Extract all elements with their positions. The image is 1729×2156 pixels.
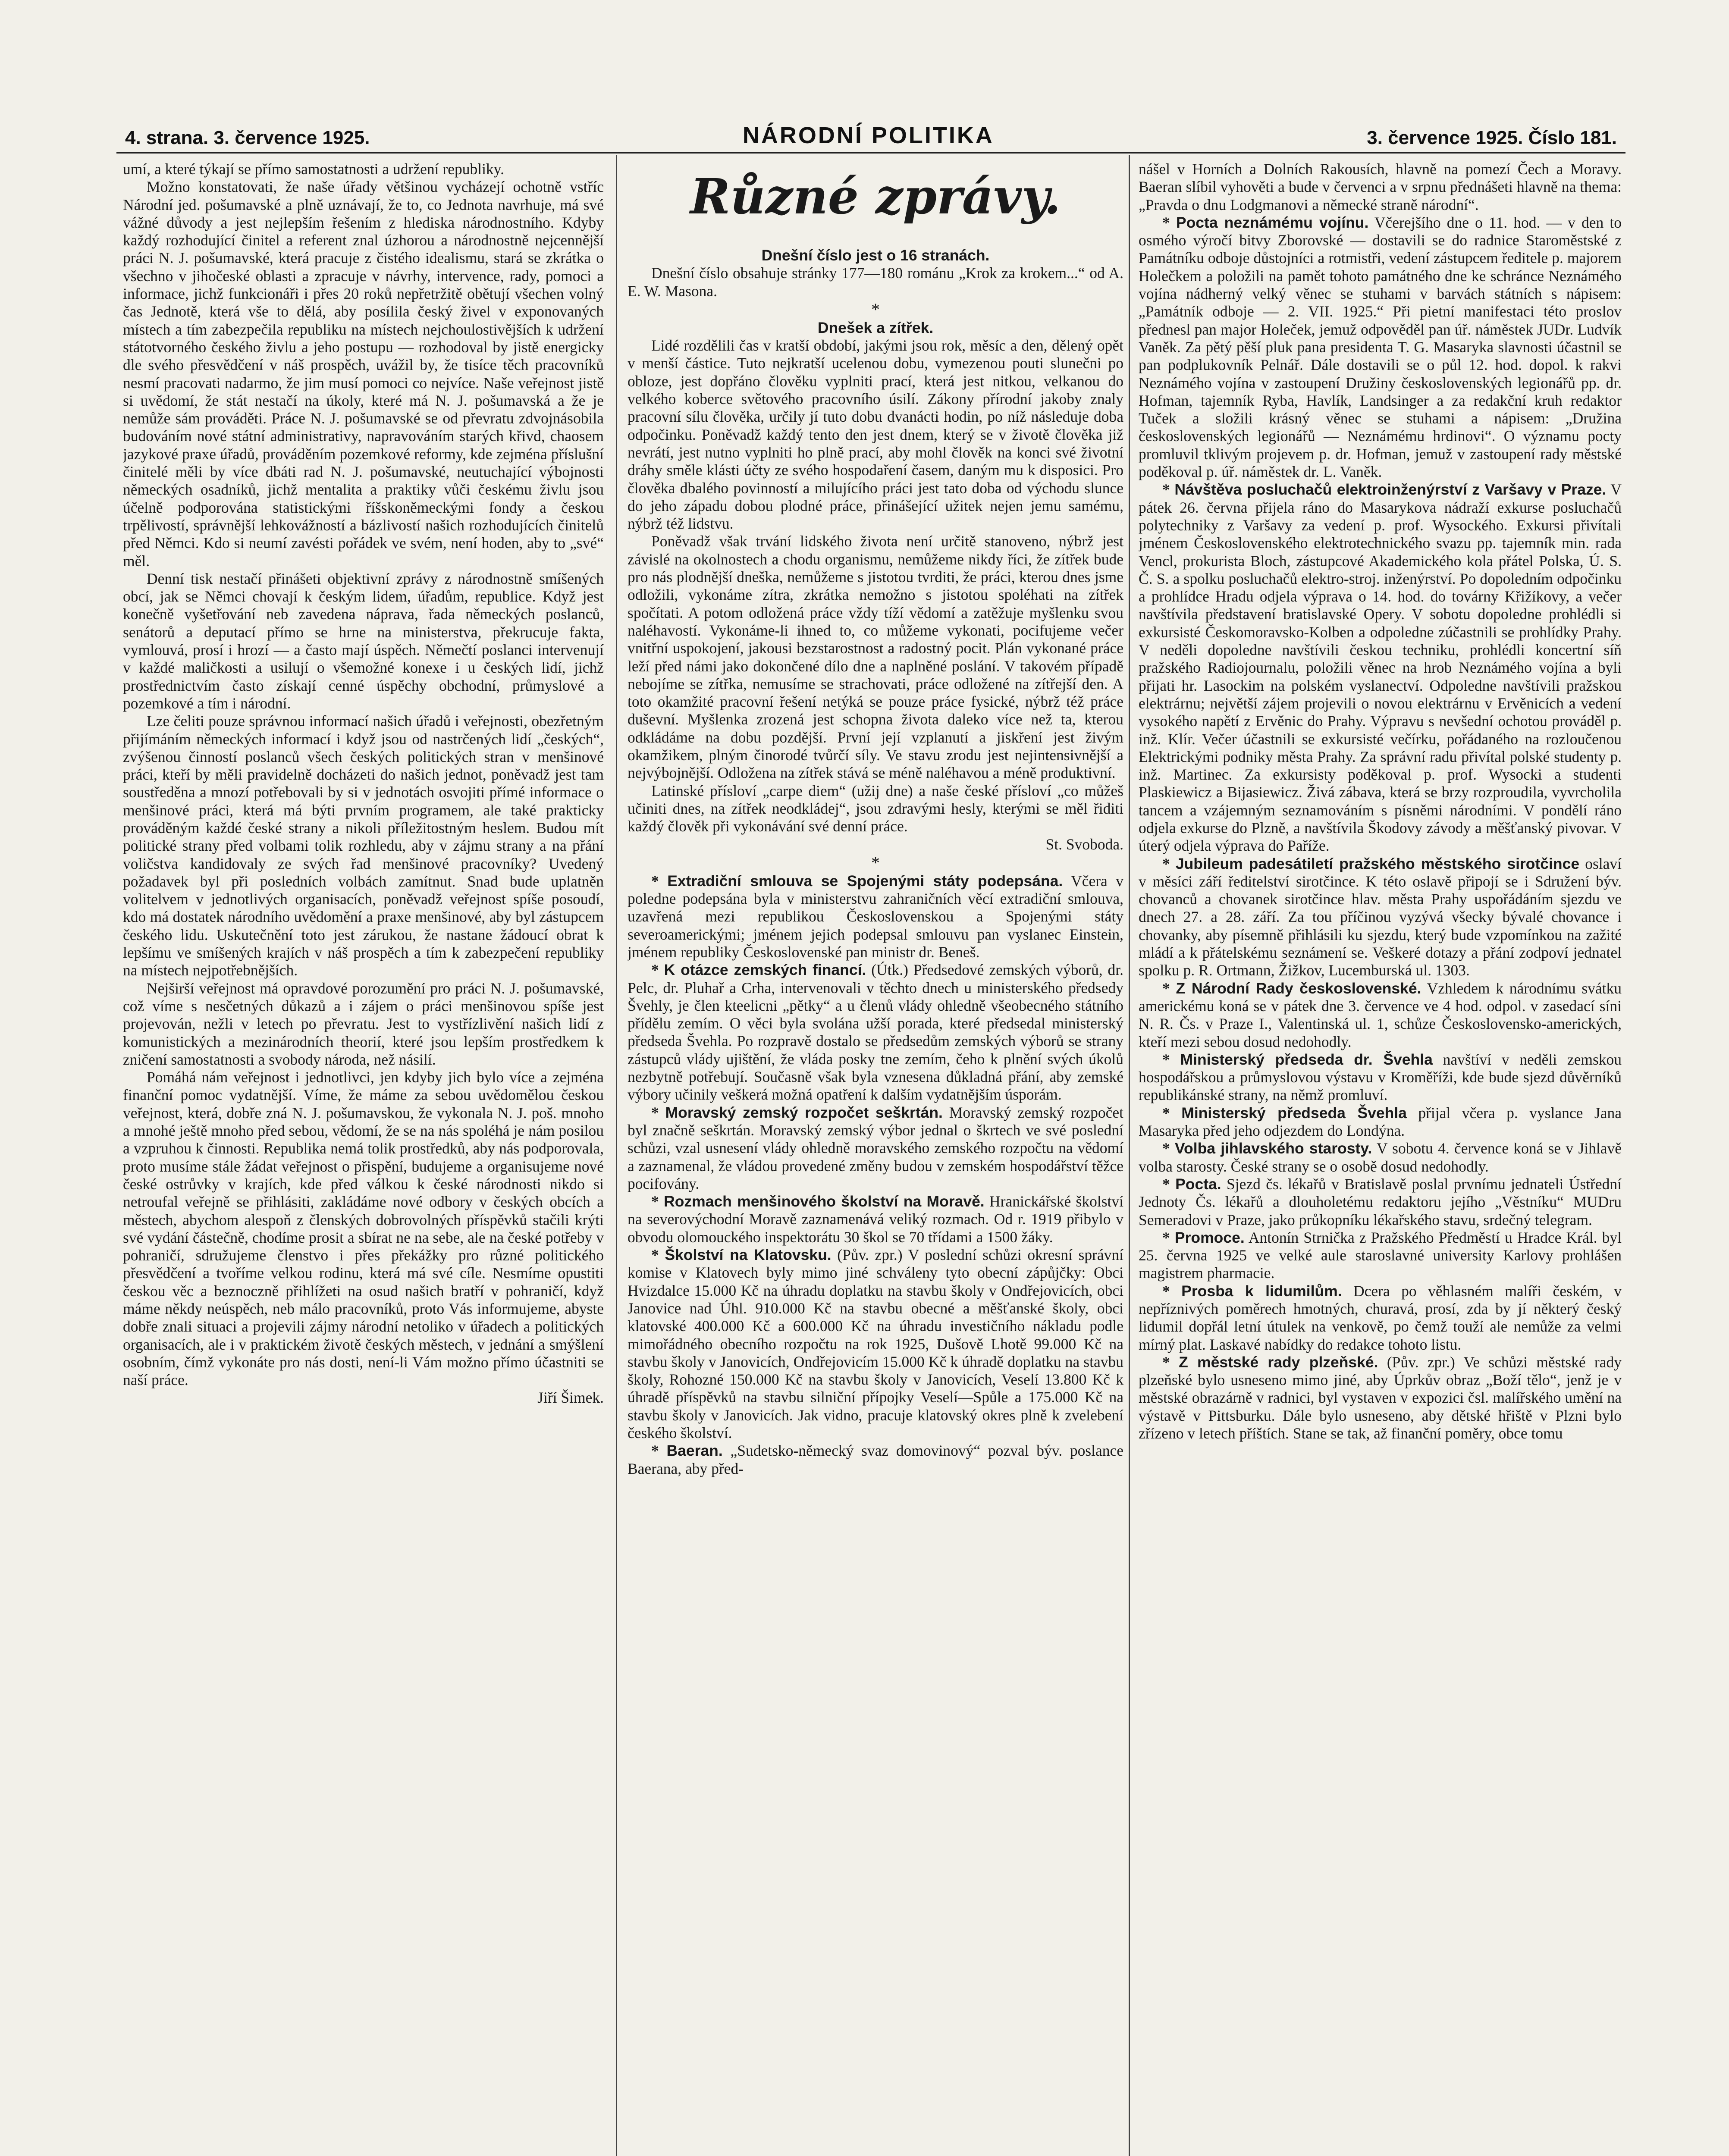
news-item-text: Moravský zemský rozpočet byl značně seškrtán. Moravský zemský výbor jednal o škrtech ve své poslední schůzi, vzal usnesení vlády ohledně moravského zemského rozpočtu na vědomí a zaznamenal, že vládou provedené změny budou v zemském hospodářství těžce pocifovány. [628,1103,1123,1192]
news-item: * Z městské rady plzeňské. (Pův. zpr.) Ve schůzi městské rady plzeňské bylo usneseno mimo jiné, aby Úprkův obraz „Boží tělo“, jenž je v městské obrazárně v radnici, byl vystaven v expozici čsl. malířského umění na výstavě v Pittsburku. Dále bylo usneseno, aby dětské hřiště v Plzni bylo zřízeno v letech příštích. Stane se tak, až finanční poměry, obce tomu [1139,1353,1622,1442]
news-item: * Ministerský předseda dr. Švehla navštíví v neděli zemskou hospodářskou a průmyslovou výstavu v Kroměříži, kde bude sjezd důvěrníků republikánské strany, na němž promluví. [1139,1050,1622,1104]
news-item-title: Školství na Klatovsku. [665,1246,832,1264]
column-divider [616,155,617,2156]
news-item-title: Baeran. [666,1442,723,1460]
news-item-text: Včerejšího dne o 11. hod. — v den to osmého výročí bitvy Zborovské — dostavili se do radnice Staroměstské z Památníku odboje důstojníci a rotmistři, vedení zástupcem ředitele p. majorem Holečkem a položili na pamět tohoto památného dne ke schránce Neznámého vojína nádherný velký věnec se stuhami v barvách státních s nápisem: „Památník odboje — 2. VII. 1925.“ Při pietní manifestaci této proslov přednesl pan major Holeček, jemuž odpověděl pan úř. náměstek JUDr. Ludvík Vaněk. Za pětý pěší pluk pana presidenta T. G. Masaryka slavnosti účastnil se pan podplukovník Pelnář. Dále dostavili se o půl 12. hod. dopol. k rakvi Neznámého vojína v zastoupení Družiny československých legionářů pp. dr. Hofman, tajemník Ryba, Havlík, Landsinger a za redakční kruh redaktor Tuček a složili krásný věnec se stuhami a nápisem: „Družina československých legionářů — Neznámému hrdinovi“. O významu pocty promluvil tklivým projevem p. dr. Hofman, jemuž v zastoupení rady městské poděkoval p. úř. náměstek dr. L. Vaněk. [1139,213,1622,481]
paragraph: Latinské přísloví „carpe diem“ (užij dne) a naše české přísloví „co můžeš učiniti dnes, na zítřek neodkládej“, jsou zdravými hesly, kterými se měl řiditi každý člověk při vykonávání své denní práce. [628,782,1123,835]
column-divider [1129,155,1130,2156]
column-1 [123,160,604,2156]
news-item: * Extradiční smlouva se Spojenými státy podepsána. Včera v poledne podepsána byla v ministerstvu zahraničních věcí extradiční smlouva, uzavřená mezi republikou Československou a Spojenými státy severoamerickými; jménem jejich podepsal smlouvu pan vyslanec Einstein, jménem republiky Československé pan ministr dr. Beneš. [628,872,1123,961]
article-signature: Jiří Šimek. [537,1389,604,1407]
news-item-title: Extradiční smlouva se Spojenými státy podepsána. [667,872,1063,890]
news-item-title: Moravský zemský rozpočet seškrtán. [665,1103,943,1121]
news-item: * Pocta. Sjezd čs. lékařů v Bratislavě poslal prvnímu jednateli Ústřední Jednoty Čs. lékařů a dlouholetému redaktoru jejího „Věstníku“ MUDru Semeradovi v Praze, jako průkopníku lékařského stavu, srdečný telegram. [1139,1175,1622,1228]
paragraph: Lze čeliti pouze správnou informací našich úřadů i veřejnosti, obezřetným přijímáním německých informací i když jsou od nastrčených lidí „českých“, zvýšenou činností poslanců všech českých politických stran v menšinové práci, kteří by měli pravidelně docházeti do našich jednot, poněvadž jest tam soustředěna a mnozí potřebovali by si v jednotách osvojiti přímé informace o menšinové práci, která má býti prvním programem, ale také prakticky prováděným každé české strany a nikoli příležitostným heslem. Budou mít politické strany před volbami tolik rozhledu, aby v zájmu strany a na přání voličstva kandidovaly ze svých řad menšinové pracovníky? Uvedený požadavek byl při posledních volbách zamítnut. Snad bude uplatněn volitelvem v jednotlivých organisacích, poněvadž veřejnost spíše posoudí, kdo má dostatek národního uvědomění a praxe menšinové, aby byl zástupcem českého lidu. Uskutečnění toto jest zárukou, že nastane žádoucí obrat k lepšímu ve smíšených krajích v náš prospěch a tím k zabezpečení republiky na místech nejpotřebnějších. [123,712,604,979]
notice-text: Dnešní číslo obsahuje stránky 177—180 románu „Krok za krokem...“ od A. E. W. Masona. [628,264,1123,300]
news-item: * K otázce zemských financí. (Útk.) Předsedové zemských výborů, dr. Pelc, dr. Pluhař a Crha, intervenovali v těchto dnech u ministerského předsedy Švehly, je člen kteelicni „pětky“ a u členů vlády ohledně všeobecného státního přídělu zemím. O věci byla svolána užší porada, které předsedal ministerský předseda Švehla. Po rozpravě dostalo se předsedům zemských výborů se strany zástupců vlády ujištění, že vláda posky tne zemím, čeho k plnění svých úkolů nezbytně potřebují. Současně však byla vznesena důkladná přání, aby zemské výbory učinily veškerá možná opatření k dalším vydatnějším úsporám. [628,961,1123,1103]
column-3 [1139,160,1622,2156]
news-item-title: Pocta. [1175,1175,1221,1193]
news-item: * Volba jihlavského starosty. V sobotu 4. července koná se v Jihlavě volba starosty. České strany se o osobě dosud nedohodly. [1139,1140,1622,1175]
news-item-text: Hranickářské školství na severovýchodní Moravě zaznamenává veliký rozmach. Od r. 1919 přibylo v obvodu olomouckého inspektorátu 30 škol se 70 třídami a 1500 žáky. [628,1193,1123,1246]
news-item-text: Sjezd čs. lékařů v Bratislavě poslal prvnímu jednateli Ústřední Jednoty Čs. lékařů a dlouholetému redaktoru jejího „Věstníku“ MUDru Semeradovi v Praze, jako průkopníku lékařského stavu, srdečný telegram. [1139,1175,1622,1228]
news-item: * Prosba k lidumilům. Dcera po věhlasném malíři českém, v nepříznivých poměrech hmotných, churavá, prosí, zda by jí některý český lidumil dopřál letní útulek na venkově, po čemž touží ale nemůže za velmi mírný plat. Laskavé nabídky do redakce tohoto listu. [1139,1282,1622,1353]
news-item: * Ministerský předseda Švehla přijal včera p. vyslance Jana Masaryka před jeho odjezdem do Londýna. [1139,1104,1622,1140]
separator-star: * [871,852,880,872]
news-item: * Rozmach menšinového školství na Moravě. Hranickářské školství na severovýchodní Moravě zaznamenává veliký rozmach. Od r. 1919 přibylo v obvodu olomouckého inspektorátu 30 škol se 70 třídami a 1500 žáky. [628,1193,1123,1246]
news-item: * Školství na Klatovsku. (Pův. zpr.) V poslední schůzi okresní správní komise v Klatovech byly mimo jiné schváleny tyto obecní zápůjčky: Obci Hvizdalce 15.000 Kč na úhradu doplatku na stavbu školy v Ondřejovicích, obci Janovice nad Úhl. 910.000 Kč na stavbu obecné a měšťanské školy, obci klatovské 400.000 Kč a 600.000 Kč na úhradu investičního nákladu podle mimořádného obecního rozpočtu na rok 1925, Dušově Lhotě 99.000 Kč na stavbu školy v Janovicích, Ondřejovicím 15.000 Kč k úhradě doplatku na stavbu školy, Rohozné 150.000 Kč na stavbu školy v Janovicích, Veselí 13.800 Kč k úhradě příspěvků na stavbu silniční přípojky Veselí—Spůle a 175.000 Kč na stavbu školy v Janovicích. Jak vidno, pracuje klatovský okres plně k zvelebení českého školství. [628,1246,1123,1442]
news-item-title: Z Národní Rady československé. [1176,979,1421,997]
news-item-text: přijal včera p. vyslance Jana Masaryka před jeho odjezdem do Londýna. [1139,1104,1622,1140]
paragraph: Pomáhá nám veřejnost i jednotlivci, jen kdyby jich bylo více a zejména finanční pomoc vydatnější. Víme, že máme za sebou uvědomělou českou veřejnost, která, dobře zná N. J. pošumavskou, že vykonala N. J. poš. mnoho a mnohé ještě mnoho před sebou, vědomí, že se na nás spoléhá je nám posilou a vzpruhou k činnosti. Republika nemá tolik prostředků, aby nás podporovala, proto musíme stále žádat veřejnost o přispění, budujeme a organisujeme nové české ostrůvky v krajích, kde před válkou k české národnosti nikdo si netroufal veřejně se přihlásiti, zakládáme nové odbory v českých obcích a městech, abychom alespoň z členských dobrovolných příspěvků stačili krýti své vydání částečně, chodíme prosit a sbírat ne na sebe, ale na české potřeby v pohraničí, sdružujeme členstvo i přes překážky pro různé politického přesvědčení a tvoříme velkou rodinu, která má své cíle. Nesmíme opustiti českou věc a beznoczně přihlížeti na osud našich bratří v pohraničí, když máme někdy neúspěch, neb málo pracovníků, proto Vás informujeme, abyste dobře znali situaci a projevili zájmy národní netoliko v úřadech a politických organisacích, ale i v praktickém životě českých městech, v jednání a smýšlení osobním, čímž vykonáte pro nás dosti, není-li Vám možno přímo účastniti se naší práce. [123,1069,604,1389]
news-item-title: Jubileum padesátiletí pražského městského sirotčince [1175,855,1580,872]
news-item-title: Promoce. [1174,1228,1245,1246]
header-left: 4. strana. 3. července 1925. [125,127,370,148]
news-item-title: Prosba k lidumilům. [1181,1282,1342,1300]
column-2 [628,160,1123,2156]
news-item-text: (Útk.) Předsedové zemských výborů, dr. Pelc, dr. Pluhař a Crha, intervenovali v těchto dnech u ministerského předsedy Švehly, je člen kteelicni „pětky“ a u členů vlády ohledně všeobecného státního přídělu zemím. O věci byla svolána užší porada, které předsedal ministerský předseda Švehla. Po rozpravě dostalo se předsedům zemských výborů se strany zástupců vlády ujištění, že vláda posky tne zemím, čeho k plnění svých úkolů nezbytně potřebují. Současně však byla vznesena důkladná přání, aby zemské výbory učinily veškerá možná opatření k dalším vydatnějším úsporám. [628,961,1123,1103]
news-item-text: V pátek 26. června přijela ráno do Masarykova nádraží exkurse posluchačů polytechniky z Varšavy za vedení p. prof. Wysockého. Exkursi přivítali jménem Československého elektrotechnického svazu pp. tajemník min. rada Vencl, prokurista Bloch, zástupcové Akademického kola přátel Polska, Ú. S. Č. S. a spolku posluchačů elektro-stroj. inženýrství. Po dopoledním odpočinku a prohlídce Hradu odjela výprava o 14. hod. do továrny Křižíkovy, a večer navštívila představení bratislavské Opery. V sobotu dopoledne prohlédli si exkursisté Českomoravsko-Kolben a odpoledne zúčastnili se prohlídky Prahy. V neděli dopoledne navštívili českou techniku, prohlédli koncertní síň pražského Radiojournalu, položili věnec na hrob Neznámého vojína a byli přijati hr. Lasockim na polském vyslanectví. Odpoledne navštívili pražskou elektrárnu; největší zájem projevili o novou elektrárnu v Ervěnicích a vedení vysokého napětí z Ervěnic do Prahy. Výpravu s nevšední ochotou prováděl p. inž. Klír. Večer účastnili se exkursisté večírku, pořádaného na rozloučenou Elektrickými podniky města Prahy. Za správní radu přivítal polské studenty p. inž. Martinec. Za exkursisty poděkoval p. prof. Wysocki a studenti Plaskiewicz a Bijasiewicz. Živá zábava, která se brzy rozproudila, vyvrcholila tancem a vzájemným seznamováním s písněmi národními. V pondělí ráno odjela exkurse do Plzně, a navštívila Škodovy závody a měšťanský pivovar. V úterý odjela výprava do Paříže. [1139,481,1622,855]
masthead-title: NÁRODNÍ POLITIKA [742,122,994,148]
news-item: * Pocta neznámému vojínu. Včerejšího dne o 11. hod. — v den to osmého výročí bitvy Zborovské — dostavili se do radnice Staroměstské z Památníku odboje důstojníci a rotmistři, vedení zástupcem ředitele p. majorem Holečkem a položili na pamět tohoto památného dne ke schránce Neznámého vojína nádherný velký věnec se stuhami v barvách státních s nápisem: „Památník odboje — 2. VII. 1925.“ Při pietní manifestaci této proslov přednesl pan major Holeček, jemuž odpověděl pan úř. náměstek JUDr. Ludvík Vaněk. Za pětý pěší pluk pana presidenta T. G. Masaryka slavnosti účastnil se pan podplukovník Pelnář. Dále dostavili se o půl 12. hod. dopol. k rakvi Neznámého vojína v zastoupení Družiny československých legionářů pp. dr. Hofman, tajemník Ryba, Havlík, Landsinger a za redakční kruh redaktor Tuček a složili krásný věnec se stuhami a nápisem: „Družina československých legionářů — Neznámému hrdinovi“. O významu pocty promluvil tklivým projevem p. dr. Hofman, jemuž v zastoupení rady městské poděkoval p. úř. náměstek dr. L. Vaněk. [1139,213,1622,481]
news-item-title: Pocta neznámému vojínu. [1176,213,1369,231]
news-item-title: K otázce zemských financí. [664,961,866,979]
paragraph: Poněvadž však trvání lidského života není určitě stanoveno, nýbrž jest závislé na okolnostech a chodu organismu, nemůžeme nikdy říci, že zítřek bude pro nás plodnější dneška, nemůžeme s jistotou tvrditi, že práci, kterou dnes jsme odložili, vykonáme zítra, zkrátka nemožno s jistotou spoléhati na zítřek spočítati. A potom odložená práce vždy tíží vědomí a zatěžuje myšlenku svou naléhavostí. Vykonáme-li ihned to, co můžeme vykonati, pocifujeme večer vnitřní uspokojení, jakousi bezstarostnost a radostný pocit. Plán vykonané práce leží před námi jako dokončené dílo dne a naplněné poslání. V takovém případě nebojíme se zítřka, nemusíme se strachovati, práce odložené na zítřejší den. A toto okamžité pracovní řešení netýká se pouze práce fysické, nýbrž též práce duševní. Myšlenka zrozená jest schopna života daleko více než ta, kterou odkládáme na dobu pozdější. První její vzplanutí a jiskření jest živým okamžikem, plným činorodé tvůrčí síly. Ve stavu zrodu jest nejintensivnější a nejvýbojnější. Odložena na zítřek stává se méně naléhavou a méně produktivní. [628,533,1123,782]
header-right: 3. července 1925. Číslo 181. [1367,127,1617,148]
news-item-text: navštíví v neděli zemskou hospodářskou a průmyslovou výstavu v Kroměříži, kde bude sjezd důvěrníků republikánské strany, na němž promluví. [1139,1050,1622,1104]
news-item: * Návštěva posluchačů elektroinženýrství z Varšavy v Praze. V pátek 26. června přijela ráno do Masarykova nádraží exkurse posluchačů polytechniky z Varšavy za vedení p. prof. Wysockého. Exkursi přivítali jménem Československého elektrotechnického svazu pp. tajemník min. rada Vencl, prokurista Bloch, zástupcové Akademického kola přátel Polska, Ú. S. Č. S. a spolku posluchačů elektro-stroj. inženýrství. Po dopoledním odpočinku a prohlídce Hradu odjela výprava o 14. hod. do továrny Křižíkovy, a večer navštívila představení bratislavské Opery. V sobotu dopoledne prohlédli si exkursisté Českomoravsko-Kolben a odpoledne zúčastnili se prohlídky Prahy. V neděli dopoledne navštívili českou techniku, prohlédli koncertní síň pražského Radiojournalu, položili věnec na hrob Neznámého vojína a byli přijati hr. Lasockim na polském vyslanectví. Odpoledne navštívili pražskou elektrárnu; největší zájem projevili o novou elektrárnu v Ervěnicích a vedení vysokého napětí z Ervěnic do Prahy. Výpravu s nevšední ochotou prováděl p. inž. Klír. Večer účastnili se exkursisté večírku, pořádaného na rozloučenou Elektrickými podniky města Prahy. Za správní radu přivítal polské studenty p. inž. Martinec. Za exkursisty poděkoval p. prof. Wysocki a studenti Plaskiewicz a Bijasiewicz. Živá zábava, která se brzy rozproudila, vyvrcholila tancem a vzájemným seznamováním s písněmi národními. V pondělí ráno odjela exkurse do Plzně, a navštívila Škodovy závody a měšťanský pivovar. V úterý odjela výprava do Paříže. [1139,481,1622,855]
news-item-title: Návštěva posluchačů elektroinženýrství z Varšavy v Praze. [1174,481,1607,498]
header-rule [116,152,1625,154]
news-item-title: Z městské rady plzeňské. [1179,1353,1378,1371]
paragraph: Denní tisk nestačí přinášeti objektivní zprávy z národnostně smíšených obcí, jak se Němci chovají k českým lidem, úřadům, republice. Když jest konečně vyšetřování neb zavedena náprava, řada německých poslanců, senátorů a deputací přímo se hrne na ministerstva, překrucuje fakta, vymlouvá, prosí i hrozí — a často mají úspěch. Němečtí poslanci intervenují v každé maličkosti a usilují o všemožné konexe i u českých lidí, jichž prostřednictvím často získají cenné úspěchy obchodní, průmyslové a pozemkové a tím i národní. [123,570,604,712]
separator-star: * [871,299,880,319]
news-item-text: Včera v poledne podepsána byla v ministerstvu zahraničních věcí extradiční smlouva, uzavřená mezi republikou Československou a Spojenými státy severoamerickými; jménem jejich podepsal smlouvu pan vyslanec Einstein, jménem republiky Československé pan ministr dr. Beneš. [628,872,1123,961]
news-item-text: V sobotu 4. července koná se v Jihlavě volba starosty. České strany se o osobě dosud nedohodly. [1139,1140,1622,1175]
news-item-title: Ministerský předseda Švehla [1181,1104,1407,1122]
paragraph: umí, a které týkají se přímo samostatnosti a udržení republiky. [123,160,504,178]
news-item-title: Volba jihlavského starosty. [1175,1140,1372,1157]
news-item-text: (Pův. zpr.) Ve schůzi městské rady plzeňské bylo usneseno mimo jiné, aby Úprkův obraz „Boží tělo“, jenž je v městské obrazárně v radnici, byl vystaven v expozici čsl. malířského umění na výstavě v Pittsburku. Dále bylo usneseno, aby dětské hřiště v Plzni bylo zřízeno v letech příštích. Stane se tak, až finanční poměry, obce tomu [1139,1353,1622,1442]
paragraph: Lidé rozdělili čas v kratší období, jakými jsou rok, měsíc a den, dělený opět v menší částice. Tuto nejkratší ucelenou dobu, vymezenou pouti slunečni po obloze, jest dopřáno člověku vyplniti prací, která jest nitkou, velkanou do velkého koberce světového pracovního úsilí. Zákony přírodní jakoby znaly pracovní sílu člověka, určily jí tuto dobu dvanácti hodin, po níž následuje doba odpočinku. Poněvadž každý tento den jest dnem, který se v životě člověka již nevrátí, jest nutno vyplniti ho plně prací, aby mohl člověk na konci své životní dráhy směle klásti účty ze svého hospodaření časem, daným mu k disposici. Pro člověka dbalého povinností a milujícího práci jest tato doba od východu slunce do jeho západu dobou plodné práce, přinášející užitek nejen jemu samému, nýbrž též lidstvu. [628,337,1123,533]
notice-title: Dnešní číslo jest o 16 stranách. [761,247,990,264]
essay-title: Dnešek a zítřek. [817,319,934,336]
news-item-text: oslaví v měsíci září ředitelství sirotčince. K této oslavě připojí se i Sdružení býv. chovanců a chovanek sirotčince hlav. města Prahy uspořádáním sjezdu ve dnech 27. a 28. září. Za tou příčinou vyzývá všecky bývalé chovance i chovanky, aby písemně přihlásili ku sjezdu, který bude vzpomínkou na zažité mládí a k přátelskému seznámení se. Veškeré dotazy a přání zodpoví jednatel spolku p. R. Ortmann, Žižkov, Lucemburská ul. 1303. [1139,855,1622,979]
news-item-text: Antonín Strnička z Pražského Předměstí u Hradce Král. byl 25. června 1925 ve velké aule staroslavné university Karlovy prohlášen magistrem pharmacie. [1139,1228,1622,1282]
paragraph: nášel v Horních a Dolních Rakousích, hlavně na pomezí Čech a Moravy. Baeran slíbil vyhověti a bude v červenci a v srpnu přednášeti hlavně na thema: „Pravda o dnu Lodgmanovi a německé straně národní“. [1139,160,1622,213]
news-item-title: Rozmach menšinového školství na Moravě. [664,1193,985,1210]
news-item: * Moravský zemský rozpočet seškrtán. Moravský zemský rozpočet byl značně seškrtán. Moravský zemský výbor jednal o škrtech ve své poslední schůzi, vzal usnesení vlády ohledně moravského zemského rozpočtu na vědomí a zaznamenal, že vládou provedené změny budou v zemském hospodářství těžce pocifovány. [628,1103,1123,1192]
news-item-text: Vzhledem k národnímu svátku americkému koná se v pátek dne 3. července ve 4 hod. odpol. v zasedací síni N. R. Čs. v Praze I., Valentinská ul. 1, schůze Československo-amerických, kteří mezi sebou dosud nedohodly. [1139,979,1622,1050]
news-item: * Jubileum padesátiletí pražského městského sirotčince oslaví v měsíci září ředitelství sirotčince. K této oslavě připojí se i Sdružení býv. chovanců a chovanek sirotčince hlav. města Prahy uspořádáním sjezdu ve dnech 27. a 28. září. Za tou příčinou vyzývá všecky bývalé chovance i chovanky, aby písemně přihlásili ku sjezdu, který bude vzpomínkou na zažité mládí a k přátelskému seznámení se. Veškeré dotazy a přání zodpoví jednatel spolku p. R. Ortmann, Žižkov, Lucemburská ul. 1303. [1139,855,1622,979]
news-item-text: „Sudetsko-německý svaz domovinový“ pozval býv. poslance Baerana, aby před- [628,1442,1123,1477]
news-item: * Baeran. „Sudetsko-německý svaz domovinový“ pozval býv. poslance Baerana, aby před- [628,1442,1123,1477]
page-header [125,110,1617,149]
news-item-text: (Pův. zpr.) V poslední schůzi okresní správní komise v Klatovech byly mimo jiné schváleny tyto obecní zápůjčky: Obci Hvizdalce 15.000 Kč na úhradu doplatku na stavbu školy v Ondřejovicích, obci Janovice nad Úhl. 910.000 Kč na stavbu obecné a měšťanské školy, obci klatovské 400.000 Kč a 600.000 Kč na úhradu investičního nákladu podle mimořádného obecního rozpočtu na rok 1925, Dušově Lhotě 99.000 Kč na stavbu školy v Janovicích, Ondřejovicím 15.000 Kč k úhradě doplatku na stavbu školy, Rohozné 150.000 Kč na stavbu školy v Janovicích, Veselí 13.800 Kč k úhradě příspěvků na stavbu silniční přípojky Veselí—Spůle a 175.000 Kč na stavbu školy v Janovicích. Jak vidno, pracuje klatovský okres plně k zvelebení českého školství. [628,1246,1123,1442]
news-item: * Z Národní Rady československé. Vzhledem k národnímu svátku americkému koná se v pátek dne 3. července ve 4 hod. odpol. v zasedací síni N. R. Čs. v Praze I., Valentinská ul. 1, schůze Československo-amerických, kteří mezi sebou dosud nedohodly. [1139,979,1622,1050]
paragraph: Nejširší veřejnost má opravdové porozumění pro práci N. J. pošumavské, což víme s nesčetných důkazů a i zájem o práci menšinovou spíše jest projevován, nežli v letech po převratu. Jest to vystřízlivění našich lidí z komunistických a mezinárodních theorií, které jsou lepším prostředkem k zničení samostatnosti a svobody národa, než násilí. [123,979,604,1068]
section-title: Různé zprávy. [690,169,1061,225]
essay-signature: St. Svoboda. [1045,835,1123,853]
paragraph: Možno konstatovati, že naše úřady většinou vycházejí ochotně vstříc Národní jed. pošumavské a plně uznávají, že to, co Jednota navrhuje, má své vážné důvody a jest nejlepším řešením z hlediska národnostního. Kdyby každý rozhodující činitel a referent znal úzhorou a národnostně nejcennější práci N. J. pošumavské, která pracuje z čistého idealismu, stará se zkrátka o všechno v jihočeské oblasti a zpracuje v návrhy, intervence, rady, pomoci a informace, jichž funkcionáři i přes 20 roků nepřetržitě obětují všechen volný čas Jednotě, která vše to dělá, aby posílila český živel v exponovaných místech a tím zabezpečila republiku na místech nejchoulostivějších k udržení státotvorného českého živlu a jeho postupu — rozhodoval by jistě energicky dle svého přesvědčení v náš prospěch, uvážil by, že tisíce těch pracovníků nesmí pracovati nadarmo, že jim musí pomoci co nejvíce. Naše veřejnost jistě si uvědomí, že stát nestačí na úkoly, které má N. J. pošumavská a že je nemůže sám prováděti. Práce N. J. pošumavské se od převratu zdvojnásobila budováním nové státní administrativy, napravováním starých křivd, chaosem jazykové praxe úřadů, prováděním pozemkové reformy, kde zejména příslušní činitelé měli by více dbáti rad N. J. pošumavské, neutuchající výbojnosti německých osadníků, jichž mentalita a praktiky vůči českému živlu jsou účelně podporována statistickými říšskoněmeckými fondy a českou trpělivostí, správnější lehkovážností a bázlivostí našich rozhodujících činitelů před Němci. Kdo si neumí zavésti pořádek ve svém, není hoden, aby to „své“ měl. [123,178,604,570]
news-item: * Promoce. Antonín Strnička z Pražského Předměstí u Hradce Král. byl 25. června 1925 ve velké aule staroslavné university Karlovy prohlášen magistrem pharmacie. [1139,1228,1622,1282]
news-item-title: Ministerský předseda dr. Švehla [1180,1050,1433,1068]
news-item-text: Dcera po věhlasném malíři českém, v nepříznivých poměrech hmotných, churavá, prosí, zda by jí některý český lidumil dopřál letní útulek na venkově, po čemž touží ale nemůže za velmi mírný plat. Laskavé nabídky do redakce tohoto listu. [1139,1282,1622,1353]
